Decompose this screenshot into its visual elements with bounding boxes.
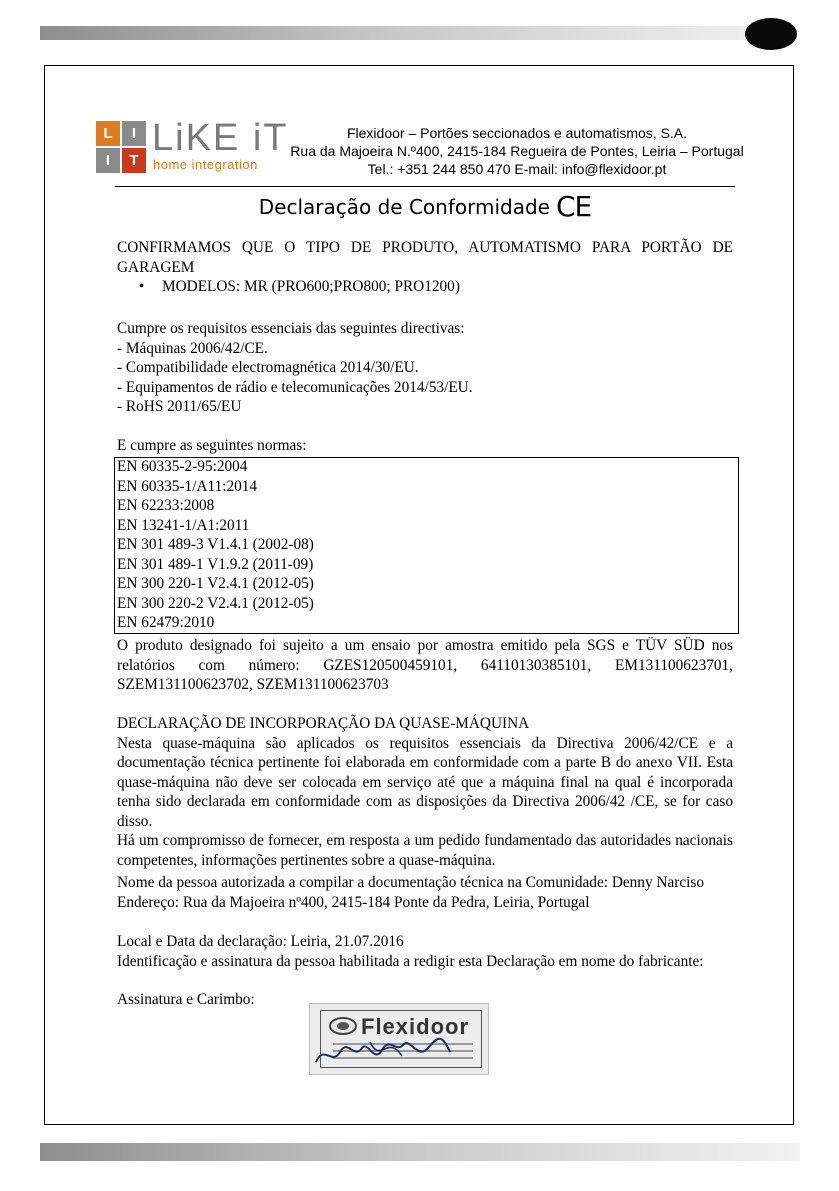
ce-mark-icon: CE [555, 190, 592, 223]
footer-gradient-bar [40, 1143, 800, 1161]
test-line: relatórios com número: GZES120500459101, 64110130385101, EM131100623701, [117, 656, 733, 674]
like-it-logo [96, 117, 289, 173]
logo-tagline: home integration [153, 157, 258, 172]
confirmation-block [117, 238, 733, 297]
logo-square: I [122, 121, 146, 146]
norm-item: EN 301 489-3 V1.4.1 (2002-08) [117, 536, 314, 553]
norm-item: EN 60335-2-95:2004 [117, 458, 248, 475]
incorporation-heading: DECLARAÇÃO DE INCORPORAÇÃO DA QUASE-MÁQUINA [117, 715, 530, 732]
directives-block [117, 319, 733, 417]
directive-item: - Equipamentos de rádio e telecomunicações 2014/53/EU. [117, 378, 473, 396]
company-name: Flexidoor – Portões seccionados e automatismos, S.A. [346, 125, 688, 141]
models-bullet: • MODELOS: MR (PRO600;PRO800; PRO1200) [117, 277, 733, 297]
test-reports-block [117, 636, 733, 695]
directive-item: - RoHS 2011/65/EU [117, 398, 242, 415]
norm-item: EN 300 220-1 V2.4.1 (2012-05) [117, 575, 314, 592]
logo-squares [96, 121, 146, 173]
directives-intro: Cumpre os requisitos essenciais das seguintes directivas: [117, 320, 465, 337]
company-stamp [309, 1003, 489, 1075]
test-line: O produto designado foi sujeito a um ensaio por amostra emitido pela SGS e TÜV SÜD nos [117, 637, 733, 654]
company-info [282, 124, 752, 178]
norm-item: EN 301 489-1 V1.9.2 (2011-09) [117, 555, 314, 573]
handwritten-signature-icon [310, 1004, 489, 1075]
authorized-address: Endereço: Rua da Majoeira nº400, 2415-184 Ponte da Pedra, Leiria, Portugal [117, 893, 590, 911]
incorporation-paragraph: Há um compromisso de fornecer, em resposta a um pedido fundamentado das autoridades nacionais competentes, informações pertinentes sobre a quase-máquina. [117, 832, 733, 869]
stamp-brand: Flexidoor [361, 1014, 470, 1039]
norm-item: EN 300 220-2 V2.4.1 (2012-05) [117, 594, 314, 612]
signature-label: Assinatura e Carimbo: [117, 991, 255, 1008]
confirmation-line: GARAGEM [117, 258, 195, 276]
header-gradient-bar [40, 26, 780, 40]
norm-item: EN 62479:2010 [117, 614, 215, 631]
title-text: Declaração de Conformidade [258, 195, 550, 219]
page-number-badge [745, 18, 797, 50]
company-contact: Tel.: +351 244 850 470 E-mail: info@flexidoor.pt [367, 161, 667, 177]
incorporation-paragraph: Nesta quase-máquina são aplicados os requisitos essenciais da Directiva 2006/42/CE e a documentação técnica pertinente foi elaborada em conformidade com a parte B do anexo VII. Esta quase-máquina não deve ser colocada em serviço até que a máquina final na qual é incorporada tenha sido declarada em conformidade com as disposições da Directiva 2006/42 /CE, se for caso disso. [117, 734, 733, 830]
authorized-name: Nome da pessoa autorizada a compilar a documentação técnica na Comunidade: Denny Narciso [117, 874, 704, 891]
logo-square: I [96, 148, 120, 173]
identification-line: Identificação e assinatura da pessoa habilitada a redigir esta Declaração em nome do fabricante: [117, 952, 704, 970]
test-line: SZEM131100623702, SZEM131100623703 [117, 676, 389, 693]
norm-item: EN 62233:2008 [117, 497, 215, 514]
incorporation-block [117, 714, 733, 870]
norms-list [117, 457, 733, 633]
norm-item: EN 13241-1/A1:2011 [117, 516, 250, 534]
header-divider [115, 186, 735, 187]
directive-item: - Máquinas 2006/42/CE. [117, 339, 268, 357]
logo-square: L [96, 121, 120, 146]
authorized-person-block [117, 873, 733, 912]
company-address: Rua da Majoeira N.º400, 2415-184 Regueira de Pontes, Leiria – Portugal [290, 143, 744, 159]
place-date: Local e Data da declaração: Leiria, 21.07.2016 [117, 933, 404, 950]
directive-item: - Compatibilidade electromagnética 2014/30/EU. [117, 359, 419, 376]
logo-square: T [122, 148, 146, 173]
norms-intro: E cumpre as seguintes normas: [117, 437, 307, 454]
document-title [115, 190, 735, 224]
confirmation-line: CONFIRMAMOS QUE O TIPO DE PRODUTO, AUTOMATISMO PARA PORTÃO DE [117, 239, 733, 256]
logo-wordmark: LiKE iT [152, 117, 289, 159]
declaration-block [117, 932, 733, 971]
norm-item: EN 60335-1/A11:2014 [117, 477, 258, 495]
